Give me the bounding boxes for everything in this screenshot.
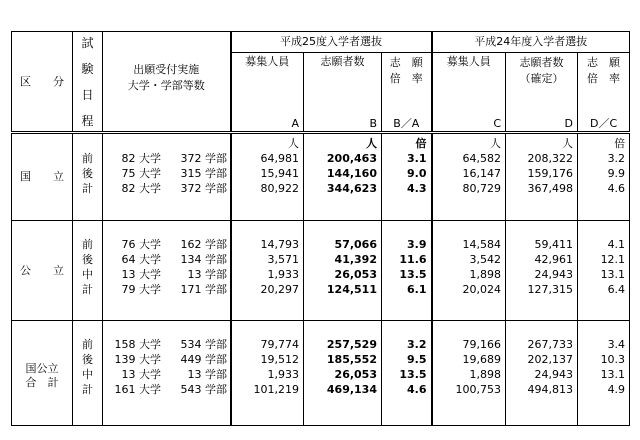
applicants-b-column: 人 200,463 144,160 344,623	[304, 136, 377, 196]
recruit-c-column: 14,584 3,542 1,898 20,024	[462, 238, 502, 296]
unit-person: 人	[366, 137, 377, 150]
applicants-b-column: 57,066 41,392 26,053 124,511	[326, 238, 377, 296]
ratio-header-1: 志 願	[389, 56, 423, 69]
schedule-header: 試 験 日 程	[81, 36, 94, 128]
kubun-header: 区 分	[20, 74, 64, 88]
section-label: 国 立	[20, 170, 64, 183]
stage-column: 前 後 中 計	[82, 338, 93, 396]
univ-count-column: 76 大学 64 大学 13 大学 79 大学	[121, 238, 161, 296]
recruit-c-column: 人 64,582 16,147 80,729	[433, 136, 502, 196]
ratio-ba-column: 倍 3.1 9.0 4.3	[382, 136, 427, 196]
applicants-header-d: 志願者数	[519, 56, 564, 69]
ratio-header-4: 倍 率	[587, 72, 621, 85]
unit-times: 倍	[415, 137, 427, 150]
ratio-header-3: 志 願	[587, 56, 621, 69]
recruit-header-c: 募集人員	[446, 55, 491, 68]
section-label: 国公立 合 計	[25, 362, 59, 389]
ratio-ba-column: 3.2 9.5 13.5 4.6	[399, 338, 427, 396]
faculty-count-column: 372 学部 315 学部 372 学部	[180, 152, 227, 195]
letter-b: B	[369, 117, 377, 130]
univ-count-column: 82 大学 75 大学 82 大学	[121, 152, 161, 195]
implementing-header: 出願受付実施 大学・学部等数	[127, 62, 205, 92]
faculty-count-column: 534 学部 449 学部 13 学部 543 学部	[180, 338, 227, 396]
ratio-dc-column: 倍 3.2 9.9 4.6	[578, 136, 625, 196]
applicants-header-b: 志願者数	[320, 55, 365, 68]
confirmed-label: （確定）	[519, 72, 564, 85]
stage-column: 前 後 計	[82, 152, 93, 195]
letter-a: A	[291, 117, 299, 130]
recruit-a-column: 人 64,981 15,941 80,922	[232, 136, 300, 196]
letter-c: C	[493, 117, 502, 130]
letter-d: D	[564, 117, 574, 130]
admission-statistics-table	[11, 31, 630, 426]
unit-person: 人	[562, 137, 574, 150]
section-total	[12, 321, 630, 426]
ratio-header-2: 倍 率	[389, 72, 423, 85]
group25-title: 平成25度入学者選抜	[280, 35, 383, 48]
ratio-dc: D／C	[589, 117, 618, 130]
section-national	[12, 133, 630, 221]
unit-person: 人	[490, 137, 502, 150]
unit-times: 倍	[614, 137, 626, 150]
header-row-1	[12, 32, 630, 53]
unit-person: 人	[288, 137, 299, 150]
ratio-dc-column: 4.1 12.1 13.1 6.4	[600, 238, 626, 296]
section-public	[12, 221, 630, 321]
applicants-d-column: 59,411 42,961 24,943 127,315	[527, 238, 574, 296]
recruit-c-column: 79,166 19,689 1,898 100,753	[455, 338, 502, 396]
ratio-dc-column: 3.4 10.3 13.1 4.9	[600, 338, 626, 396]
group24-title: 平成24年度入学者選抜	[474, 35, 588, 48]
recruit-a-column: 14,793 3,571 1,933 20,297	[260, 238, 299, 296]
univ-count-column: 158 大学 139 大学 13 大学 161 大学	[114, 338, 161, 396]
applicants-d-column: 人 208,322 159,176 367,498	[506, 136, 573, 196]
section-label: 公 立	[20, 263, 64, 277]
ratio-ba: B／A	[393, 117, 420, 130]
faculty-count-column: 162 学部 134 学部 13 学部 171 学部	[180, 238, 227, 296]
recruit-header-a: 募集人員	[245, 55, 290, 68]
stage-column: 前 後 中 計	[82, 238, 93, 296]
applicants-b-column: 257,529 185,552 26,053 469,134	[326, 338, 377, 396]
applicants-d-column: 267,733 202,137 24,943 494,813	[527, 338, 574, 396]
recruit-a-column: 79,774 19,512 1,933 101,219	[253, 338, 299, 396]
ratio-ba-column: 3.9 11.6 13.5 6.1	[399, 238, 427, 296]
